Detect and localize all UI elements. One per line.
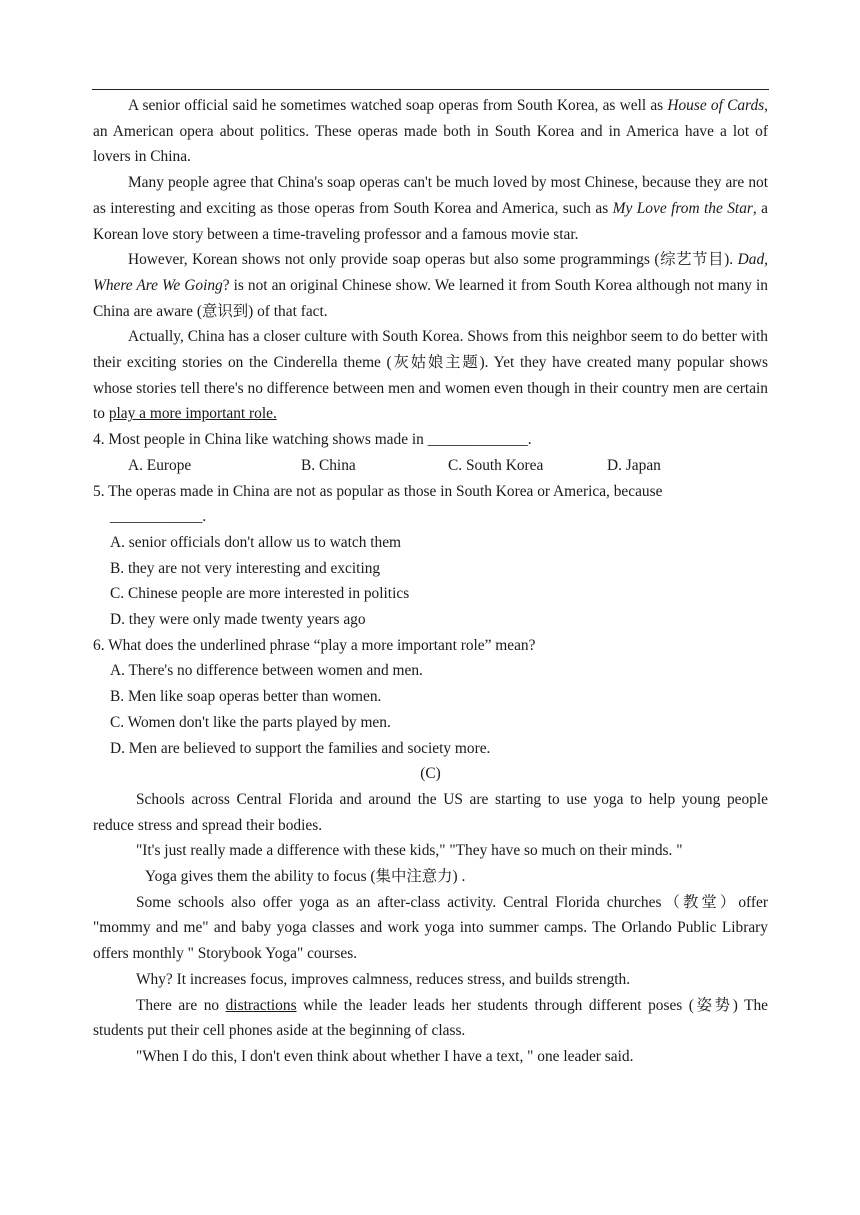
underlined-phrase: play a more important role. <box>108 405 277 423</box>
underlined-word: distractions <box>225 996 297 1014</box>
passage-c-paragraph-3: Yoga gives them the ability to focus (集中注意力) . <box>145 868 466 886</box>
passage-c-paragraph-2: "It's just really made a difference with these kids," "They have so much on their minds. " <box>136 842 683 860</box>
header-rule <box>92 89 769 90</box>
option-d[interactable]: D. Japan <box>607 456 661 474</box>
text-span: , an American opera about politics. These operas made both in South Korea and in America have a lot of lovers in China. <box>93 97 768 166</box>
passage-b-paragraph-1 <box>93 93 768 170</box>
question-4-options <box>93 453 768 479</box>
text-span: Actually, China has a closer culture with South Korea. Shows from this neighbor seem to do better with their exciting stories on the Cinderella theme (灰姑娘主题). Yet they have created many popular shows whose stories tell there's no difference between men and women even though in their country men are certain to <box>93 328 768 423</box>
passage-b-paragraph-2 <box>93 170 768 247</box>
passage-b-paragraph-3 <box>93 247 768 324</box>
text-span: while the leader leads her students through different poses (姿势) The students put their cell phones aside at the beginning of class. <box>93 996 769 1040</box>
question-6: 6. What does the underlined phrase “play a more important role” mean? <box>93 636 536 654</box>
text-span: ? is not an original Chinese show. We learned it from South Korea although not many in China are aware (意识到) of that fact. <box>93 276 768 320</box>
passage-c-paragraph-6 <box>93 993 768 1044</box>
passage-c-paragraph-1: Schools across Central Florida and around the US are starting to use yoga to help young people reduce stress and spread their bodies. <box>93 790 768 834</box>
option-a[interactable]: A. senior officials don't allow us to watch them <box>110 533 402 551</box>
question-5: 5. The operas made in China are not as popular as those in South Korea or America, because <box>93 482 663 500</box>
document-body <box>93 93 768 1070</box>
show-title: My Love from the Star <box>612 199 753 217</box>
question-4: 4. Most people in China like watching shows made in _____________. <box>93 431 532 449</box>
option-c[interactable]: C. South Korea <box>448 456 544 474</box>
text-span: There are no <box>136 996 226 1014</box>
option-d[interactable]: D. Men are believed to support the families and society more. <box>110 739 491 757</box>
show-title: House of Cards <box>667 97 765 114</box>
option-c[interactable]: C. Chinese people are more interested in politics <box>110 585 410 603</box>
passage-c-paragraph-4: Some schools also offer yoga as an after-class activity. Central Florida churches（教堂）offer "mommy and me" and baby yoga classes and work yoga into summer camps. The Orlando Public Library offers monthly " Storybook Yoga" courses. <box>93 893 768 963</box>
option-b[interactable]: B. Men like soap operas better than women. <box>110 688 382 706</box>
option-a[interactable]: A. Europe <box>128 456 192 474</box>
option-b[interactable]: B. they are not very interesting and exciting <box>110 559 381 577</box>
passage-c-paragraph-7: "When I do this, I don't even think about whether I have a text, " one leader said. <box>136 1048 634 1065</box>
option-a[interactable]: A. There's no difference between women and men. <box>110 662 423 680</box>
passage-c-heading: (C) <box>420 765 441 783</box>
text-span: Many people agree that China's soap operas can't be much loved by most Chinese, because they are not as interesting and exciting as those operas from South Korea and America, such as <box>93 174 768 217</box>
option-b[interactable]: B. China <box>301 456 356 474</box>
text-span: A senior official said he sometimes watched soap operas from South Korea, as well as <box>128 97 668 114</box>
show-title: Dad, Where Are We Going <box>93 251 768 294</box>
question-5-blank: ____________. <box>110 508 207 526</box>
passage-b-paragraph-4 <box>93 324 768 427</box>
option-d[interactable]: D. they were only made twenty years ago <box>110 611 366 629</box>
option-c[interactable]: C. Women don't like the parts played by men. <box>110 713 391 731</box>
text-span: However, Korean shows not only provide soap operas but also some programmings (综艺节目). <box>128 251 738 269</box>
passage-c-paragraph-5: Why? It increases focus, improves calmness, reduces stress, and builds strength. <box>136 970 631 988</box>
text-span: , a Korean love story between a time-traveling professor and a famous movie star. <box>93 199 768 243</box>
